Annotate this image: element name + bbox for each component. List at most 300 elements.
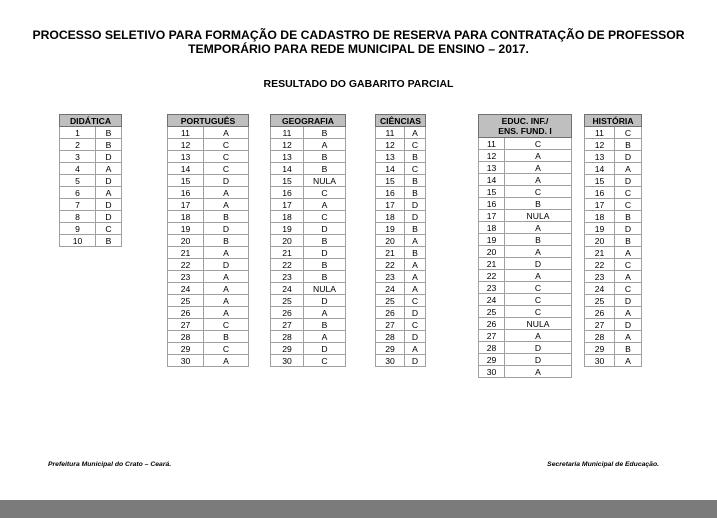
question-number: 13 <box>168 151 204 163</box>
table-row <box>271 223 346 235</box>
table-row <box>479 294 572 306</box>
question-number: 11 <box>168 127 204 139</box>
question-number: 10 <box>60 235 96 247</box>
answer: C <box>204 139 249 151</box>
question-number: 16 <box>585 187 615 199</box>
question-number: 2 <box>60 139 96 151</box>
answer: C <box>615 259 642 271</box>
question-number: 28 <box>271 331 304 343</box>
question-number: 26 <box>585 307 615 319</box>
table-row <box>585 199 642 211</box>
question-number: 22 <box>585 259 615 271</box>
question-number: 26 <box>376 307 405 319</box>
table-row <box>168 259 249 271</box>
table-row <box>376 319 426 331</box>
answer: D <box>304 247 346 259</box>
question-number: 20 <box>376 235 405 247</box>
table-row <box>585 283 642 295</box>
question-number: 29 <box>271 343 304 355</box>
answer: D <box>96 175 122 187</box>
table-row <box>479 222 572 234</box>
table-row <box>376 187 426 199</box>
answer: A <box>505 222 572 234</box>
question-number: 18 <box>479 222 505 234</box>
answer: C <box>505 306 572 318</box>
question-number: 12 <box>479 150 505 162</box>
question-number: 17 <box>479 210 505 222</box>
answer: C <box>204 151 249 163</box>
question-number: 23 <box>585 271 615 283</box>
table-header <box>271 115 346 127</box>
answer: B <box>96 139 122 151</box>
table-row <box>479 186 572 198</box>
question-number: 24 <box>168 283 204 295</box>
table-row <box>60 151 122 163</box>
answer: B <box>615 235 642 247</box>
question-number: 12 <box>271 139 304 151</box>
question-number: 22 <box>479 270 505 282</box>
table-row <box>585 319 642 331</box>
table-row <box>271 355 346 367</box>
table-row <box>479 150 572 162</box>
table-row <box>479 366 572 378</box>
answer-table-portugues <box>167 114 249 367</box>
answer: A <box>304 331 346 343</box>
question-number: 21 <box>271 247 304 259</box>
answer-table-educ-inf <box>478 114 572 378</box>
question-number: 27 <box>479 330 505 342</box>
table-row <box>585 223 642 235</box>
answer: A <box>505 366 572 378</box>
question-number: 12 <box>585 139 615 151</box>
answer: C <box>615 127 642 139</box>
question-number: 28 <box>376 331 405 343</box>
answer: C <box>405 139 426 151</box>
answer: B <box>304 163 346 175</box>
question-number: 16 <box>168 187 204 199</box>
table-row <box>376 235 426 247</box>
answer-table-geografia <box>270 114 346 367</box>
table-row <box>376 259 426 271</box>
question-number: 30 <box>271 355 304 367</box>
question-number: 18 <box>376 211 405 223</box>
answer: D <box>505 258 572 270</box>
answer: A <box>204 127 249 139</box>
question-number: 15 <box>168 175 204 187</box>
answer: A <box>96 163 122 175</box>
answer: D <box>96 211 122 223</box>
question-number: 19 <box>585 223 615 235</box>
table-row <box>376 355 426 367</box>
table-row <box>585 295 642 307</box>
question-number: 6 <box>60 187 96 199</box>
question-number: 13 <box>271 151 304 163</box>
bottom-bar <box>0 500 717 518</box>
question-number: 17 <box>585 199 615 211</box>
answer: C <box>505 186 572 198</box>
answer: C <box>304 187 346 199</box>
question-number: 25 <box>585 295 615 307</box>
table-row <box>168 127 249 139</box>
table-row <box>585 355 642 367</box>
question-number: 21 <box>376 247 405 259</box>
table-row <box>376 307 426 319</box>
table-row <box>585 235 642 247</box>
answer: B <box>615 139 642 151</box>
table-row <box>376 127 426 139</box>
table-row <box>60 199 122 211</box>
question-number: 15 <box>479 186 505 198</box>
answer: A <box>505 150 572 162</box>
table-row <box>271 199 346 211</box>
question-number: 29 <box>168 343 204 355</box>
answer: B <box>96 127 122 139</box>
table-row <box>60 175 122 187</box>
table-row <box>271 235 346 247</box>
table-row <box>168 343 249 355</box>
table-row <box>168 187 249 199</box>
answer: A <box>204 307 249 319</box>
table-header <box>479 115 572 138</box>
question-number: 14 <box>479 174 505 186</box>
table-row <box>376 331 426 343</box>
answer: C <box>204 163 249 175</box>
answer: B <box>304 319 346 331</box>
answer: B <box>405 223 426 235</box>
table-row <box>479 270 572 282</box>
answer: B <box>204 211 249 223</box>
question-number: 4 <box>60 163 96 175</box>
answer-table-historia <box>584 114 642 367</box>
table-row <box>168 295 249 307</box>
question-number: 25 <box>376 295 405 307</box>
table-row <box>168 235 249 247</box>
answer: D <box>615 223 642 235</box>
table-row <box>271 295 346 307</box>
question-number: 11 <box>376 127 405 139</box>
question-number: 11 <box>479 138 505 150</box>
table-row <box>271 271 346 283</box>
answer: A <box>615 307 642 319</box>
question-number: 23 <box>168 271 204 283</box>
answer: A <box>96 187 122 199</box>
table-row <box>168 139 249 151</box>
answer: D <box>405 355 426 367</box>
answer: C <box>405 163 426 175</box>
table-header-line: PORTUGUÊS <box>180 115 236 126</box>
answer: A <box>505 330 572 342</box>
question-number: 25 <box>168 295 204 307</box>
table-row <box>376 343 426 355</box>
question-number: 14 <box>376 163 405 175</box>
question-number: 17 <box>376 199 405 211</box>
question-number: 19 <box>376 223 405 235</box>
answer: C <box>304 355 346 367</box>
table-row <box>168 307 249 319</box>
question-number: 1 <box>60 127 96 139</box>
question-number: 20 <box>271 235 304 247</box>
table-row <box>479 198 572 210</box>
table-row <box>585 247 642 259</box>
answer: A <box>615 355 642 367</box>
table-row <box>479 210 572 222</box>
table-row <box>168 175 249 187</box>
table-row <box>585 271 642 283</box>
answer: A <box>405 271 426 283</box>
answer: D <box>505 342 572 354</box>
table-header-line: ENS. FUND. I <box>498 126 552 136</box>
question-number: 11 <box>271 127 304 139</box>
table-header-line: CIÊNCIAS <box>379 115 422 126</box>
answer: A <box>304 307 346 319</box>
answer: A <box>204 187 249 199</box>
table-row <box>60 235 122 247</box>
question-number: 30 <box>585 355 615 367</box>
table-row <box>168 319 249 331</box>
answer: A <box>405 343 426 355</box>
answer: B <box>505 198 572 210</box>
answer: D <box>615 295 642 307</box>
question-number: 13 <box>376 151 405 163</box>
question-number: 18 <box>168 211 204 223</box>
question-number: 25 <box>271 295 304 307</box>
answer: D <box>204 223 249 235</box>
answer: D <box>304 223 346 235</box>
table-row <box>271 139 346 151</box>
table-row <box>479 138 572 150</box>
question-number: 12 <box>168 139 204 151</box>
answer: B <box>505 234 572 246</box>
table-row <box>271 127 346 139</box>
table-header-line: GEOGRAFIA <box>281 115 335 126</box>
table-row <box>585 175 642 187</box>
answer: B <box>204 331 249 343</box>
table-row <box>479 258 572 270</box>
answer: A <box>204 271 249 283</box>
answer: B <box>304 235 346 247</box>
table-row <box>585 343 642 355</box>
question-number: 24 <box>271 283 304 295</box>
answer: A <box>615 331 642 343</box>
question-number: 3 <box>60 151 96 163</box>
table-row <box>376 211 426 223</box>
question-number: 28 <box>479 342 505 354</box>
table-row <box>168 271 249 283</box>
table-header <box>60 115 122 127</box>
table-row <box>168 163 249 175</box>
question-number: 15 <box>376 175 405 187</box>
table-row <box>271 331 346 343</box>
table-row <box>168 211 249 223</box>
question-number: 16 <box>376 187 405 199</box>
question-number: 30 <box>376 355 405 367</box>
answer: C <box>405 295 426 307</box>
answer: A <box>405 127 426 139</box>
answer: C <box>505 294 572 306</box>
answer: D <box>204 259 249 271</box>
table-row <box>168 283 249 295</box>
table-row <box>168 223 249 235</box>
answer: B <box>615 211 642 223</box>
question-number: 29 <box>585 343 615 355</box>
title-line-1: PROCESSO SELETIVO PARA FORMAÇÃO DE CADASTRO DE RESERVA PARA CONTRATAÇÃO DE PROFESSOR <box>32 28 685 42</box>
question-number: 9 <box>60 223 96 235</box>
title-line-2: TEMPORÁRIO PARA REDE MUNICIPAL DE ENSINO – 2017. <box>188 42 529 56</box>
table-row <box>479 318 572 330</box>
answer: B <box>405 151 426 163</box>
answer: B <box>304 151 346 163</box>
answer: D <box>204 175 249 187</box>
table-row <box>376 247 426 259</box>
table-row <box>479 162 572 174</box>
answer: A <box>304 199 346 211</box>
question-number: 14 <box>271 163 304 175</box>
answer: B <box>304 127 346 139</box>
answer: C <box>204 319 249 331</box>
answer: B <box>405 175 426 187</box>
question-number: 13 <box>585 151 615 163</box>
table-row <box>376 151 426 163</box>
question-number: 19 <box>271 223 304 235</box>
question-number: 19 <box>168 223 204 235</box>
table-row <box>479 330 572 342</box>
table-row <box>271 151 346 163</box>
answer: A <box>505 174 572 186</box>
answer: D <box>405 211 426 223</box>
answer: C <box>615 187 642 199</box>
question-number: 25 <box>479 306 505 318</box>
table-row <box>376 199 426 211</box>
question-number: 30 <box>168 355 204 367</box>
table-row <box>60 127 122 139</box>
answer: C <box>505 282 572 294</box>
table-row <box>376 163 426 175</box>
answer: D <box>615 151 642 163</box>
table-header-line: DIDÁTICA <box>69 115 112 126</box>
table-row <box>585 259 642 271</box>
question-number: 17 <box>271 199 304 211</box>
table-row <box>479 306 572 318</box>
document-subtitle: RESULTADO DO GABARITO PARCIAL <box>263 78 454 90</box>
answer: A <box>204 199 249 211</box>
table-row <box>271 211 346 223</box>
table-row <box>376 295 426 307</box>
table-row <box>585 187 642 199</box>
question-number: 27 <box>271 319 304 331</box>
table-row <box>271 175 346 187</box>
answer: D <box>405 331 426 343</box>
answer: D <box>615 175 642 187</box>
answer: A <box>505 246 572 258</box>
table-row <box>585 211 642 223</box>
table-row <box>60 223 122 235</box>
answer: NULA <box>505 210 572 222</box>
question-number: 30 <box>479 366 505 378</box>
table-row <box>479 246 572 258</box>
answer: A <box>405 235 426 247</box>
answer: B <box>615 343 642 355</box>
table-row <box>479 342 572 354</box>
answer: C <box>204 343 249 355</box>
answer: C <box>615 199 642 211</box>
table-row <box>479 282 572 294</box>
question-number: 21 <box>585 247 615 259</box>
question-number: 17 <box>168 199 204 211</box>
answer: A <box>405 283 426 295</box>
table-row <box>168 151 249 163</box>
answer: A <box>505 270 572 282</box>
question-number: 23 <box>376 271 405 283</box>
answer: D <box>304 295 346 307</box>
table-header <box>168 115 249 127</box>
question-number: 24 <box>585 283 615 295</box>
table-header <box>585 115 642 127</box>
answer: A <box>615 163 642 175</box>
answer: D <box>96 151 122 163</box>
question-number: 22 <box>376 259 405 271</box>
answer: C <box>304 211 346 223</box>
table-row <box>271 163 346 175</box>
answer: B <box>204 235 249 247</box>
table-row <box>168 247 249 259</box>
question-number: 11 <box>585 127 615 139</box>
table-row <box>168 331 249 343</box>
answer: B <box>304 271 346 283</box>
question-number: 29 <box>376 343 405 355</box>
answer: NULA <box>304 283 346 295</box>
answer: A <box>505 162 572 174</box>
answer: A <box>615 247 642 259</box>
table-row <box>479 354 572 366</box>
question-number: 24 <box>376 283 405 295</box>
table-row <box>479 174 572 186</box>
table-header-line: HISTÓRIA <box>592 115 634 126</box>
table-row <box>168 199 249 211</box>
table-row <box>376 175 426 187</box>
answer: C <box>405 319 426 331</box>
answer: A <box>204 283 249 295</box>
question-number: 24 <box>479 294 505 306</box>
question-number: 8 <box>60 211 96 223</box>
footer-right: Secretaria Municipal de Educação. <box>547 461 659 468</box>
question-number: 7 <box>60 199 96 211</box>
question-number: 26 <box>168 307 204 319</box>
answer: A <box>204 295 249 307</box>
table-row <box>271 259 346 271</box>
answer: C <box>615 283 642 295</box>
table-row <box>376 271 426 283</box>
question-number: 18 <box>271 211 304 223</box>
table-row <box>479 234 572 246</box>
question-number: 22 <box>168 259 204 271</box>
answer: A <box>204 247 249 259</box>
answer: A <box>304 139 346 151</box>
table-row <box>60 139 122 151</box>
answer: D <box>96 199 122 211</box>
question-number: 27 <box>585 319 615 331</box>
question-number: 20 <box>479 246 505 258</box>
table-row <box>271 307 346 319</box>
table-row <box>585 151 642 163</box>
question-number: 16 <box>271 187 304 199</box>
question-number: 15 <box>271 175 304 187</box>
table-row <box>585 307 642 319</box>
table-row <box>585 139 642 151</box>
answer: D <box>505 354 572 366</box>
table-row <box>585 331 642 343</box>
table-row <box>271 247 346 259</box>
answer: D <box>615 319 642 331</box>
